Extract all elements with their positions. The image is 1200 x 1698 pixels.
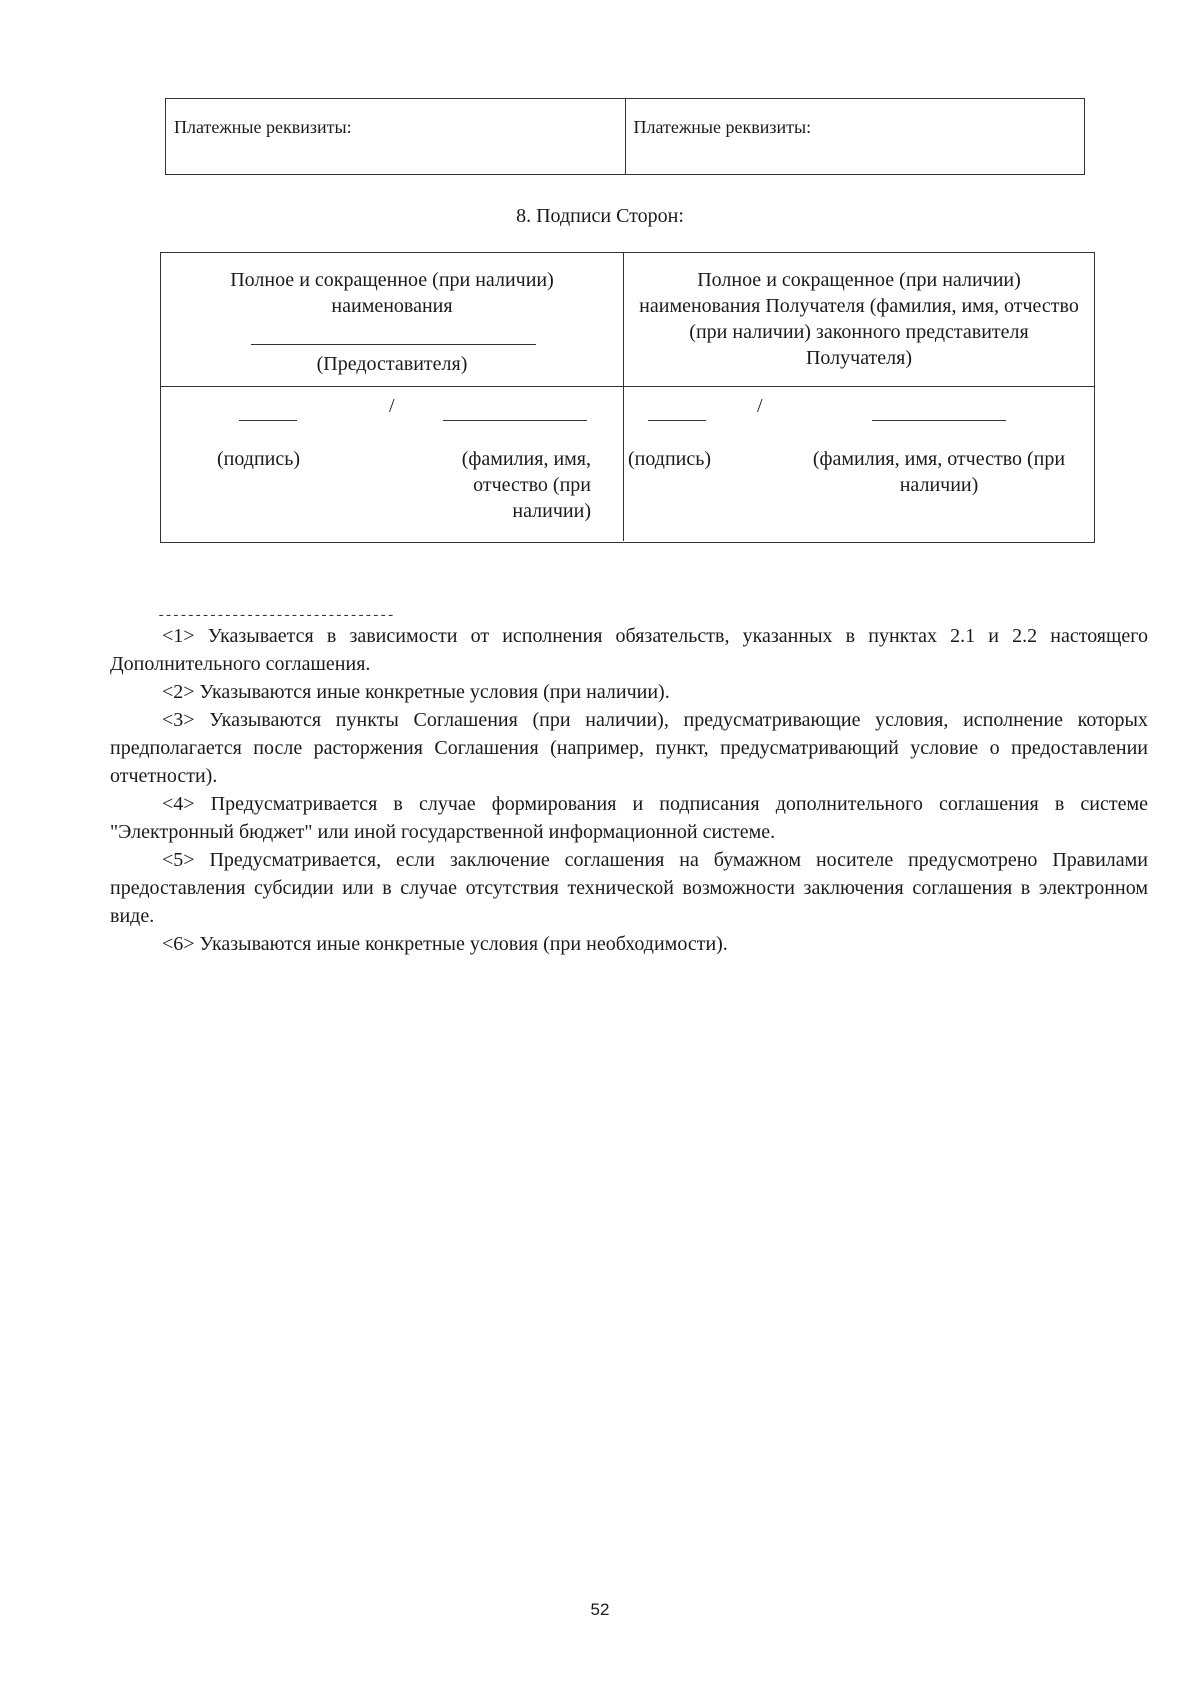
recipient-header-cell (624, 253, 1094, 386)
footnote-6: <6> Указываются иные конкретные условия (при необходимости). (162, 933, 728, 955)
recipient-name-blank (872, 420, 1006, 421)
provider-signature-cell (161, 387, 624, 541)
payment-details-table (165, 98, 1085, 175)
footnote-4: <4> Предусматривается в случае формирования и подписания дополнительного соглашения в системе "Электронный бюджет" или иной государственной информационной системе. (110, 793, 1148, 843)
section-title: 8. Подписи Сторон: (516, 205, 684, 227)
recipient-slash: / (757, 395, 763, 417)
recipient-name-caption: (фамилия, имя, отчество (при наличии) (812, 448, 1066, 496)
provider-slash: / (389, 395, 395, 417)
footnote-5: <5> Предусматривается, если заключение соглашения на бумажном носителе предусмотрено Правилами предоставления субсидии или в случае отсутствия технической возможности заключения соглашения в электронном виде. (110, 849, 1148, 927)
footnote-2: <2> Указываются иные конкретные условия (при наличии). (162, 681, 670, 703)
provider-signature-caption: (подпись) (217, 448, 301, 470)
footnote-1: <1> Указывается в зависимости от исполнения обязательств, указанных в пунктах 2.1 и 2.2 настоящего Дополнительного соглашения. (110, 625, 1148, 675)
footnote-3: <3> Указываются пункты Соглашения (при наличии), предусматривающие условия, исполнение которых предполагается после расторжения Соглашения (например, пункт, предусматривающий условие о предоставлении отчетности). (110, 709, 1148, 787)
footnote-separator: -------------------------------- (157, 608, 394, 624)
recipient-header-text: Полное и сокращенное (при наличии) наименования Получателя (фамилия, имя, отчество (при наличии) законного представителя Получателя) (639, 269, 1079, 369)
signatures-header-row (161, 253, 1094, 387)
provider-header-text: Полное и сокращенное (при наличии) наименования (230, 269, 554, 317)
provider-name-blank (443, 420, 587, 421)
footnotes (110, 622, 1148, 958)
provider-signature-line (239, 420, 297, 421)
recipient-signature-line (648, 420, 706, 421)
provider-name-caption: (фамилия, имя, отчество (при наличии) (461, 448, 591, 522)
recipient-signature-caption: (подпись) (628, 448, 712, 470)
page-number: 52 (590, 1600, 610, 1619)
payment-details-left: Платежные реквизиты: (174, 117, 352, 137)
signatures-table (160, 252, 1095, 543)
provider-label: (Предоставителя) (316, 353, 468, 375)
signatures-body-row (161, 387, 1094, 541)
provider-header-cell (161, 253, 624, 386)
payment-details-right: Платежные реквизиты: (625, 99, 1085, 174)
recipient-signature-cell (624, 387, 1094, 541)
provider-name-line (251, 344, 536, 345)
